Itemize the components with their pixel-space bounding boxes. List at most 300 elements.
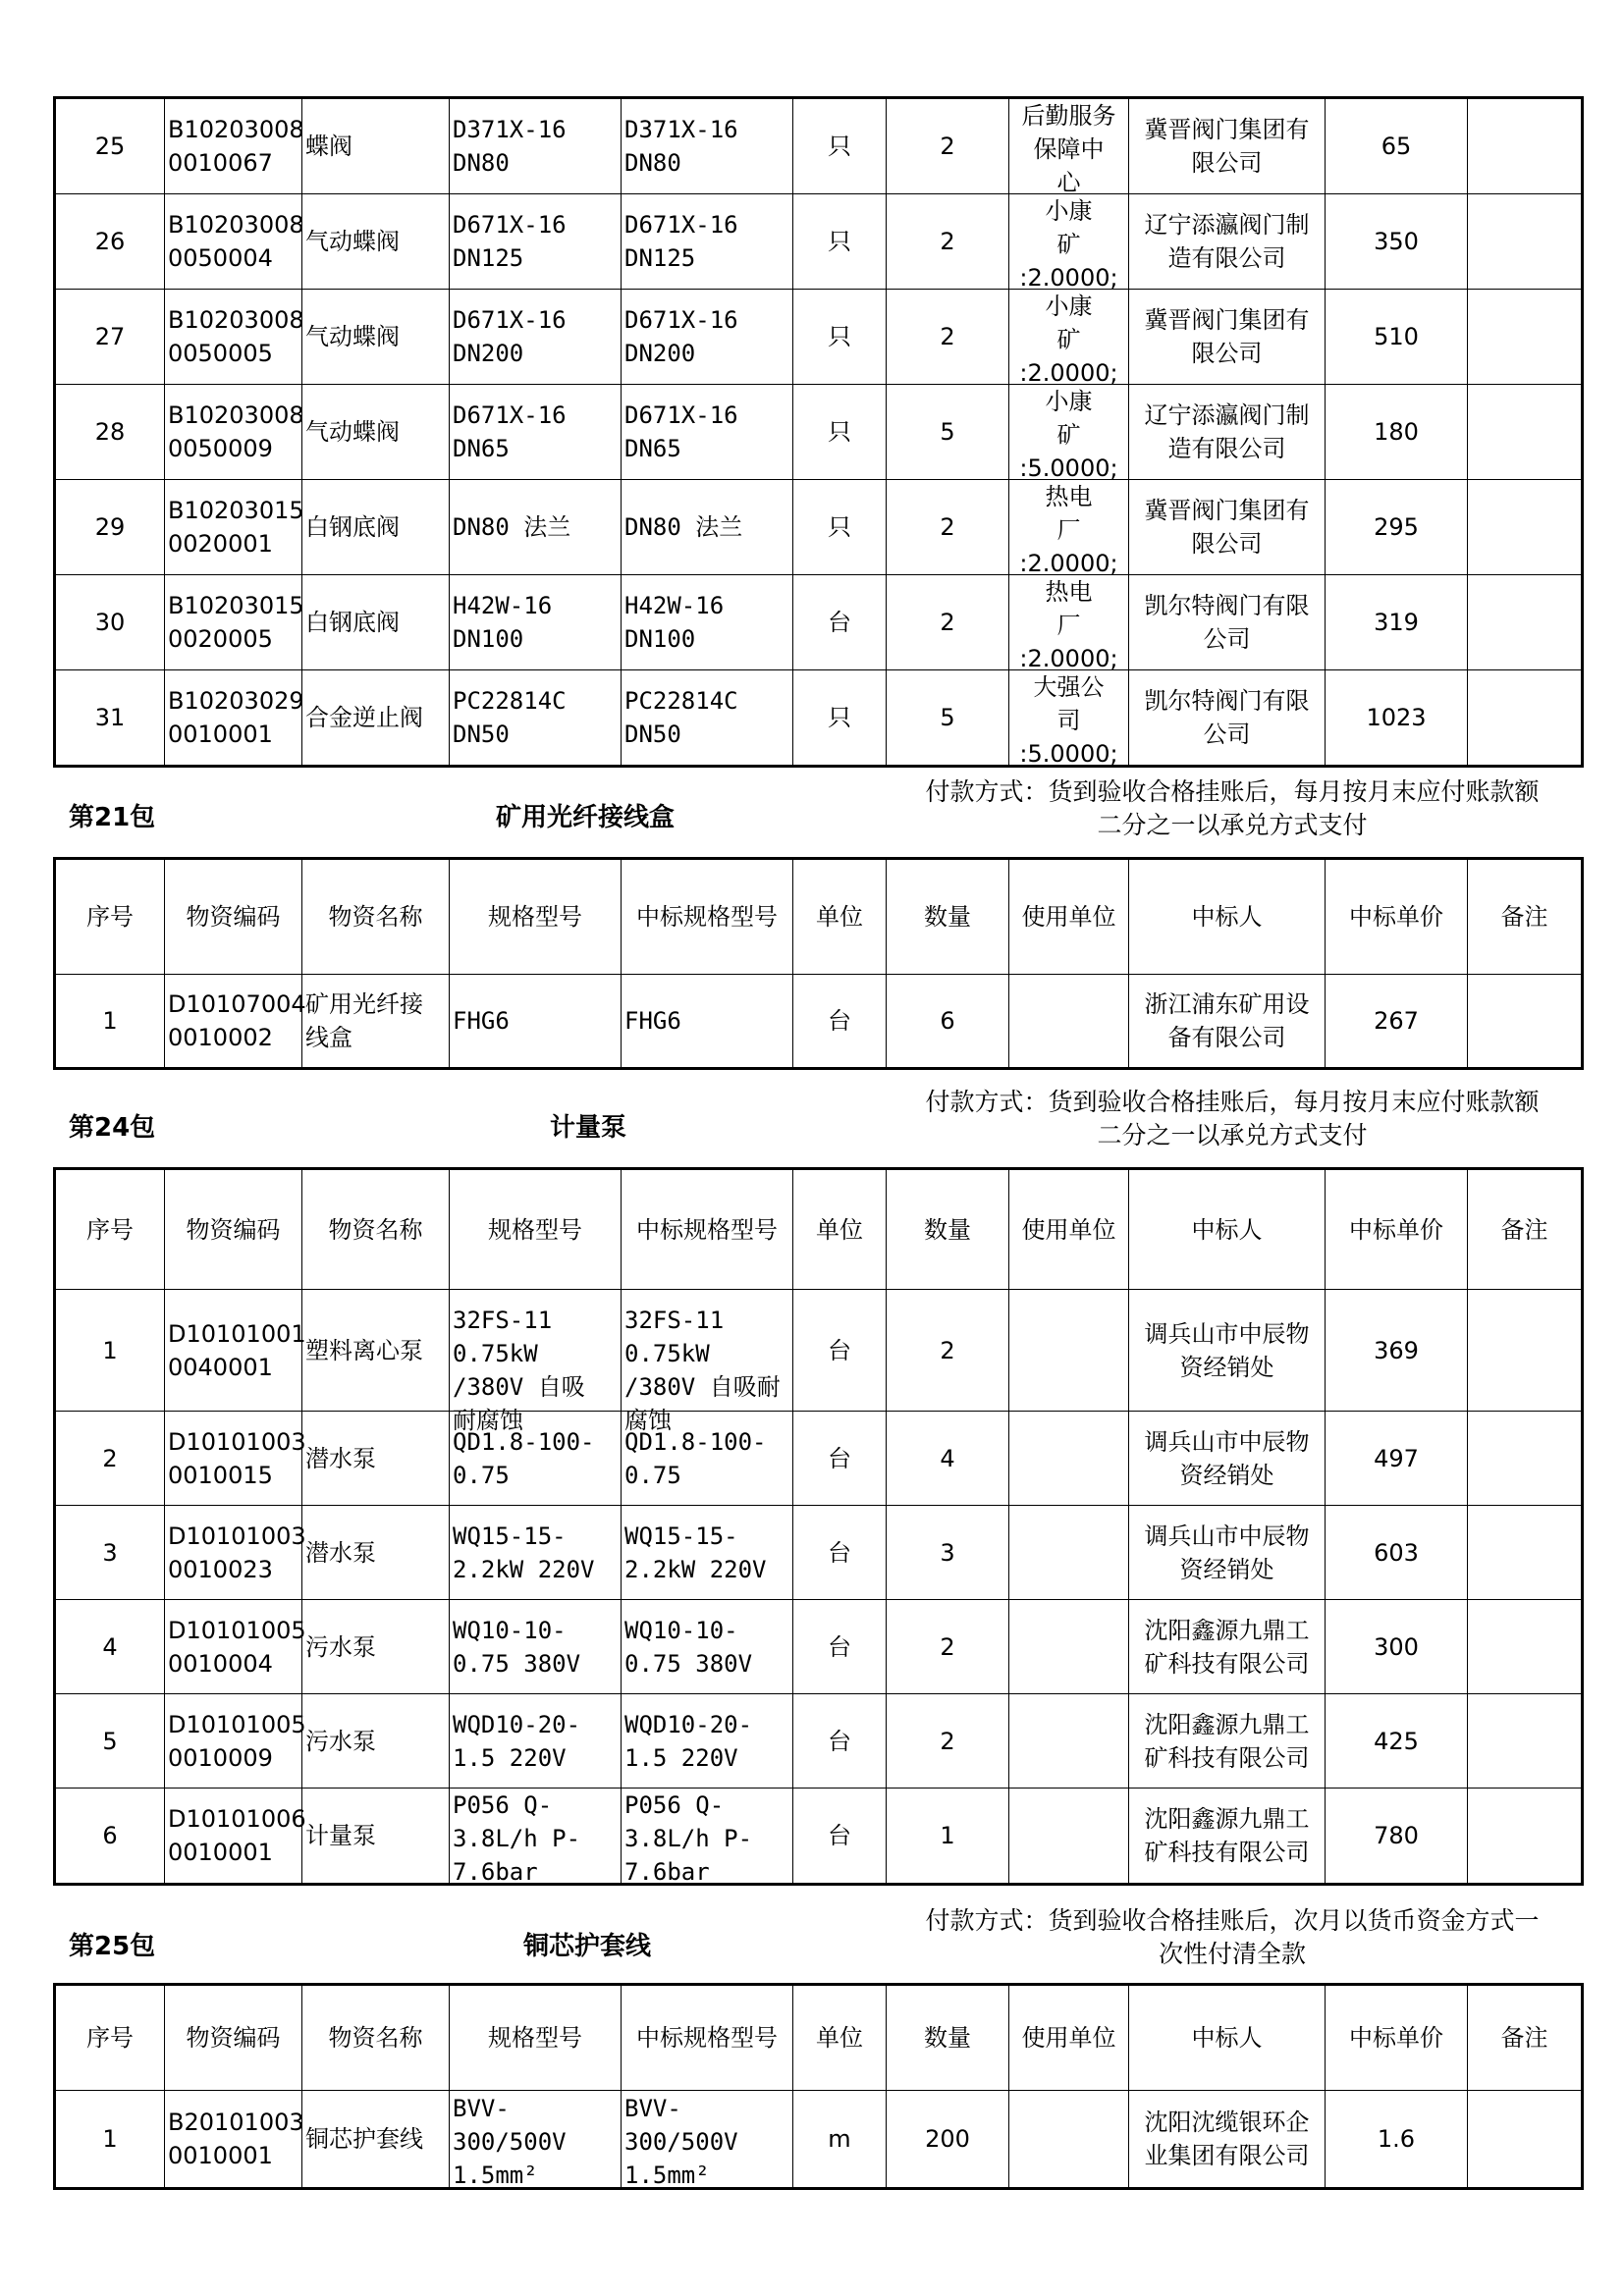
material-code-cell <box>165 98 302 194</box>
material-code-cell <box>165 480 302 575</box>
unit-price: 300 <box>1374 1632 1419 1661</box>
material-name-cell <box>302 98 450 194</box>
column-header: 序号 <box>55 1985 165 2091</box>
quantity: 2 <box>940 513 955 541</box>
quantity: 5 <box>940 418 955 446</box>
remarks-cell <box>1468 98 1583 194</box>
using-unit: 大强公 司 :5.0000; <box>1019 673 1118 768</box>
table-row <box>55 480 1583 575</box>
column-header: 使用单位 <box>1009 859 1129 975</box>
table-row <box>55 575 1583 670</box>
unit-price-cell <box>1326 2091 1468 2189</box>
winning-spec-model-cell <box>622 98 793 194</box>
winning-spec-model: FHG6 <box>624 1007 681 1035</box>
unit: 只 <box>828 323 851 350</box>
material-code-cell <box>165 1600 306 1694</box>
row-number: 4 <box>102 1632 118 1661</box>
table-row <box>55 194 1583 290</box>
table-row <box>55 1789 1583 1885</box>
material-name-cell <box>302 1600 450 1694</box>
quantity-cell <box>887 1506 1009 1600</box>
row-number-cell <box>55 575 165 670</box>
row-number: 6 <box>102 1822 118 1849</box>
column-header: 数量 <box>887 859 1009 975</box>
winning-bidder: 沈阳沈缆银环企 业集团有限公司 <box>1144 2109 1310 2169</box>
winning-bidder-cell <box>1129 2091 1326 2189</box>
unit-cell <box>793 385 887 480</box>
material-name: 潜水泵 <box>305 1538 376 1567</box>
unit-price-cell <box>1326 194 1468 290</box>
winning-spec-model: WQ10-10- 0.75 380V <box>624 1616 753 1678</box>
material-name: 白钢底阀 <box>305 513 400 541</box>
row-number-cell <box>55 975 165 1069</box>
unit-cell <box>793 575 887 670</box>
material-name-cell <box>302 575 450 670</box>
unit-cell <box>793 975 887 1069</box>
winning-bidder-cell <box>1129 1412 1326 1506</box>
column-header: 备注 <box>1468 859 1583 975</box>
quantity: 3 <box>940 1538 955 1567</box>
row-number-cell <box>55 2091 165 2189</box>
column-header: 单位 <box>793 1169 887 1290</box>
winning-bidder: 沈阳鑫源九鼎工 矿科技有限公司 <box>1144 1616 1310 1678</box>
row-number: 1 <box>102 1336 118 1364</box>
remarks-cell <box>1468 290 1583 385</box>
winning-bidder: 浙江浦东矿用设 备有限公司 <box>1144 990 1310 1051</box>
unit-price: 603 <box>1374 1538 1419 1567</box>
quantity-cell <box>887 98 1009 194</box>
quantity-cell <box>887 1600 1009 1694</box>
payment-terms: 付款方式：货到验收合格挂账后，每月按月末应付账款额 二分之一以承兑方式支付 <box>925 1088 1540 1149</box>
remarks-cell <box>1468 575 1583 670</box>
row-number: 27 <box>94 323 126 350</box>
material-code-cell <box>165 1290 306 1412</box>
unit-price-cell <box>1326 290 1468 385</box>
winning-bidder: 冀晋阀门集团有 限公司 <box>1144 116 1310 177</box>
spec-model-cell <box>450 1789 622 1885</box>
column-header: 序号 <box>55 859 165 975</box>
column-header: 使用单位 <box>1009 1985 1129 2091</box>
unit-price-cell <box>1326 1600 1468 1694</box>
material-name-cell <box>302 1506 450 1600</box>
unit: 台 <box>828 1336 851 1364</box>
unit-price: 510 <box>1374 323 1419 350</box>
material-name: 白钢底阀 <box>305 609 400 636</box>
material-code-cell <box>165 2091 302 2189</box>
column-header: 物资名称 <box>302 1985 450 2091</box>
quantity: 6 <box>940 1007 955 1035</box>
winning-bidder-cell <box>1129 385 1326 480</box>
material-code: B10203015 0020005 <box>168 592 304 653</box>
material-code: B10203008 0050005 <box>168 306 304 367</box>
table-header-row <box>55 859 1583 975</box>
quantity: 2 <box>940 133 955 160</box>
remarks-cell <box>1468 975 1583 1069</box>
unit-price: 295 <box>1374 513 1419 541</box>
quantity: 2 <box>940 228 955 255</box>
row-number: 31 <box>94 704 126 731</box>
winning-spec-model-cell <box>622 385 793 480</box>
column-header: 规格型号 <box>450 859 622 975</box>
unit: 只 <box>828 513 851 541</box>
row-number: 1 <box>102 2125 118 2153</box>
spec-model-cell <box>450 1600 622 1694</box>
package-label: 第25包 <box>69 1932 156 1961</box>
winning-bidder: 辽宁添瀛阀门制 造有限公司 <box>1144 211 1310 272</box>
winning-bidder: 沈阳鑫源九鼎工 矿科技有限公司 <box>1144 1710 1310 1772</box>
unit-cell <box>793 194 887 290</box>
row-number-cell <box>55 1412 165 1506</box>
spec-model-cell <box>450 480 622 575</box>
spec-model-cell <box>450 290 622 385</box>
remarks-cell <box>1468 194 1583 290</box>
material-name: 矿用光纤接 线盒 <box>305 990 423 1051</box>
material-name-cell <box>302 2091 450 2189</box>
column-header: 单位 <box>793 1985 887 2091</box>
row-number: 25 <box>94 133 126 160</box>
winning-bidder-cell <box>1129 98 1326 194</box>
winning-spec-model: D671X-16 DN200 <box>624 306 738 367</box>
unit-price-cell <box>1326 1506 1468 1600</box>
unit-price: 425 <box>1374 1727 1419 1755</box>
using-unit-cell <box>1009 2091 1129 2189</box>
row-number-cell <box>55 1600 165 1694</box>
payment-terms: 付款方式：货到验收合格挂账后，次月以货币资金方式一 次性付清全款 <box>925 1906 1540 1968</box>
row-number-cell <box>55 1789 165 1885</box>
package-21-table <box>53 857 1584 1070</box>
using-unit: 后勤服务 保障中 心 <box>1021 102 1116 196</box>
winning-bidder-cell <box>1129 290 1326 385</box>
spec-model: D671X-16 DN200 <box>453 306 567 367</box>
quantity-cell <box>887 1789 1009 1885</box>
column-header: 中标人 <box>1129 859 1326 975</box>
column-header: 物资编码 <box>165 1985 302 2091</box>
table-row <box>55 385 1583 480</box>
spec-model-cell <box>450 1694 622 1789</box>
spec-model-cell <box>450 194 622 290</box>
unit-price-cell <box>1326 670 1468 767</box>
material-name: 气动蝶阀 <box>305 418 400 446</box>
winning-bidder: 冀晋阀门集团有 限公司 <box>1144 497 1310 558</box>
unit-cell <box>793 1694 887 1789</box>
unit-price: 1.6 <box>1377 2125 1416 2153</box>
material-code-cell <box>165 1694 306 1789</box>
unit-price: 497 <box>1374 1444 1419 1472</box>
unit-cell <box>793 1412 887 1506</box>
quantity-cell <box>887 975 1009 1069</box>
spec-model: WQD10-20- 1.5 220V <box>453 1710 581 1772</box>
column-header: 中标单价 <box>1326 859 1468 975</box>
table-row <box>55 290 1583 385</box>
material-name-cell <box>302 1694 450 1789</box>
material-code: D10101003 0010015 <box>168 1427 306 1489</box>
row-number-cell <box>55 1506 165 1600</box>
material-code: B10203015 0020001 <box>168 497 304 558</box>
table-row <box>55 670 1583 767</box>
material-code-cell <box>165 575 302 670</box>
material-code: D10101005 0010009 <box>168 1710 306 1772</box>
unit-price-cell <box>1326 1789 1468 1885</box>
spec-model: PC22814C DN50 <box>453 687 567 748</box>
unit-price-cell <box>1326 1290 1468 1412</box>
winning-bidder: 调兵山市中辰物 资经销处 <box>1144 1522 1310 1583</box>
winning-bidder-cell <box>1129 1789 1326 1885</box>
winning-spec-model: DN80 法兰 <box>624 513 743 541</box>
quantity-cell <box>887 2091 1009 2189</box>
column-header: 规格型号 <box>450 1985 622 2091</box>
material-name: 铜芯护套线 <box>305 2125 423 2153</box>
unit-price-cell <box>1326 975 1468 1069</box>
package-label: 第24包 <box>69 1113 156 1143</box>
spec-model: H42W-16 DN100 <box>453 592 553 653</box>
table-row <box>55 975 1583 1069</box>
spec-model: P056 Q- 3.8L/h P- 7.6bar <box>453 1791 581 1886</box>
winning-bidder-cell <box>1129 1290 1326 1412</box>
unit-price-cell <box>1326 1412 1468 1506</box>
row-number-cell <box>55 480 165 575</box>
material-name-cell <box>302 1412 450 1506</box>
material-name: 塑料离心泵 <box>305 1336 423 1364</box>
column-header: 中标规格型号 <box>622 1169 793 1290</box>
material-name-cell <box>302 1789 450 1885</box>
column-header: 中标单价 <box>1326 1985 1468 2091</box>
spec-model: FHG6 <box>453 1007 510 1035</box>
row-number-cell <box>55 290 165 385</box>
spec-model-cell <box>450 1412 622 1506</box>
unit-price: 1023 <box>1366 704 1427 731</box>
winning-bidder-cell <box>1129 670 1326 767</box>
row-number: 1 <box>102 1007 118 1035</box>
spec-model: D671X-16 DN125 <box>453 211 567 272</box>
column-header: 中标规格型号 <box>622 1985 793 2091</box>
quantity-cell <box>887 290 1009 385</box>
material-name: 合金逆止阀 <box>305 704 423 731</box>
winning-spec-model: QD1.8-100- 0.75 <box>624 1427 767 1489</box>
spec-model: WQ10-10- 0.75 380V <box>453 1616 581 1678</box>
quantity: 5 <box>940 704 955 731</box>
material-code: D10101005 0010004 <box>168 1616 306 1678</box>
using-unit: 小康 矿 :2.0000; <box>1019 197 1118 292</box>
material-name-cell <box>302 385 450 480</box>
spec-model-cell <box>450 670 622 767</box>
material-code-cell <box>165 1506 306 1600</box>
material-name: 蝶阀 <box>305 133 352 160</box>
material-name-cell <box>302 670 450 767</box>
winning-bidder: 凯尔特阀门有限 公司 <box>1144 687 1310 748</box>
using-unit-cell <box>1009 290 1129 385</box>
table-header-row <box>55 1169 1583 1290</box>
unit: 只 <box>828 704 851 731</box>
row-number: 3 <box>102 1538 118 1567</box>
table-row <box>55 2091 1583 2189</box>
unit: 台 <box>828 1007 851 1035</box>
unit-price: 780 <box>1374 1822 1419 1849</box>
quantity: 1 <box>940 1822 955 1849</box>
spec-model-cell <box>450 575 622 670</box>
row-number-cell <box>55 670 165 767</box>
spec-model: QD1.8-100- 0.75 <box>453 1427 595 1489</box>
unit: 台 <box>828 1632 851 1661</box>
spec-model-cell <box>450 975 622 1069</box>
remarks-cell <box>1468 1694 1583 1789</box>
unit: m <box>828 2125 851 2153</box>
using-unit-cell <box>1009 575 1129 670</box>
winning-spec-model-cell <box>622 575 793 670</box>
using-unit-cell <box>1009 1412 1129 1506</box>
unit-price: 350 <box>1374 228 1419 255</box>
unit-cell <box>793 1290 887 1412</box>
winning-bidder: 调兵山市中辰物 资经销处 <box>1144 1319 1310 1381</box>
material-name: 污水泵 <box>305 1727 376 1755</box>
material-name: 潜水泵 <box>305 1444 376 1472</box>
unit-price-cell <box>1326 98 1468 194</box>
winning-spec-model: D671X-16 DN125 <box>624 211 738 272</box>
unit: 只 <box>828 418 851 446</box>
column-header: 中标单价 <box>1326 1169 1468 1290</box>
material-code: B20101003 0010001 <box>168 2109 304 2169</box>
winning-bidder: 凯尔特阀门有限 公司 <box>1144 592 1310 653</box>
quantity-cell <box>887 1290 1009 1412</box>
using-unit: 热电 厂 :2.0000; <box>1019 483 1118 577</box>
material-code: D10101003 0010023 <box>168 1522 306 1583</box>
material-code-cell <box>165 975 306 1069</box>
row-number: 5 <box>102 1727 118 1755</box>
spec-model-cell <box>450 1290 622 1434</box>
quantity-cell <box>887 1412 1009 1506</box>
unit-cell <box>793 290 887 385</box>
material-code: B10203008 0010067 <box>168 116 304 177</box>
column-header: 使用单位 <box>1009 1169 1129 1290</box>
quantity-cell <box>887 1694 1009 1789</box>
material-code-cell <box>165 670 302 767</box>
row-number-cell <box>55 1694 165 1789</box>
quantity: 2 <box>940 323 955 350</box>
row-number: 30 <box>94 609 126 636</box>
material-code: B10203029 0010001 <box>168 687 304 748</box>
table-row <box>55 1506 1583 1600</box>
quantity: 2 <box>940 1336 955 1364</box>
material-code: B10203008 0050009 <box>168 401 304 462</box>
winning-spec-model: 32FS-11 0.75kW /380V 自吸耐 腐蚀 <box>624 1306 781 1434</box>
unit-price-cell <box>1326 480 1468 575</box>
quantity-cell <box>887 670 1009 767</box>
package-name: 计量泵 <box>550 1113 627 1143</box>
using-unit: 小康 矿 :5.0000; <box>1019 388 1118 482</box>
winning-bidder-cell <box>1129 1600 1326 1694</box>
column-header: 单位 <box>793 859 887 975</box>
quantity: 4 <box>940 1444 955 1472</box>
column-header: 物资名称 <box>302 859 450 975</box>
winning-spec-model-cell <box>622 975 793 1069</box>
spec-model: DN80 法兰 <box>453 513 571 541</box>
package-24-table <box>53 1167 1584 1886</box>
winning-spec-model-cell <box>622 480 793 575</box>
payment-terms: 付款方式：货到验收合格挂账后，每月按月末应付账款额 二分之一以承兑方式支付 <box>925 777 1540 839</box>
using-unit-cell <box>1009 975 1129 1069</box>
spec-model-cell <box>450 385 622 480</box>
unit-price: 180 <box>1374 418 1419 446</box>
using-unit-cell <box>1009 1506 1129 1600</box>
material-name: 气动蝶阀 <box>305 323 400 350</box>
column-header: 中标人 <box>1129 1169 1326 1290</box>
winning-spec-model-cell <box>622 1412 793 1506</box>
column-header: 数量 <box>887 1985 1009 2091</box>
unit: 台 <box>828 1538 851 1567</box>
material-code: D10107004 0010002 <box>168 990 306 1051</box>
material-name-cell <box>302 1290 450 1412</box>
material-code: B10203008 0050004 <box>168 211 304 272</box>
unit: 台 <box>828 1822 851 1849</box>
winning-spec-model: D371X-16 DN80 <box>624 116 738 177</box>
table-row <box>55 1412 1583 1506</box>
spec-model-cell <box>450 2091 622 2189</box>
unit: 台 <box>828 609 851 636</box>
quantity: 2 <box>940 609 955 636</box>
unit-price-cell <box>1326 575 1468 670</box>
using-unit-cell <box>1009 385 1129 480</box>
unit-price: 267 <box>1374 1007 1419 1035</box>
winning-spec-model-cell <box>622 670 793 767</box>
table-row <box>55 1694 1583 1789</box>
row-number-cell <box>55 1290 165 1412</box>
winning-spec-model: BVV- 300/500V 1.5mm² <box>624 2095 738 2189</box>
winning-spec-model: PC22814C DN50 <box>624 687 738 748</box>
winning-bidder-cell <box>1129 194 1326 290</box>
winning-spec-model: WQ15-15- 2.2kW 220V <box>624 1522 767 1583</box>
using-unit-cell <box>1009 1789 1129 1885</box>
unit-cell <box>793 1600 887 1694</box>
winning-spec-model: H42W-16 DN100 <box>624 592 725 653</box>
winning-spec-model-cell <box>622 1506 793 1600</box>
material-name: 气动蝶阀 <box>305 228 400 255</box>
column-header: 物资编码 <box>165 1169 302 1290</box>
row-number: 26 <box>94 228 126 255</box>
material-name-cell <box>302 194 450 290</box>
unit-price: 65 <box>1380 133 1412 160</box>
material-code: D10101006 0010001 <box>168 1805 306 1866</box>
winning-spec-model-cell <box>622 1600 793 1694</box>
unit: 只 <box>828 228 851 255</box>
material-code-cell <box>165 194 302 290</box>
remarks-cell <box>1468 1290 1583 1412</box>
material-name-cell <box>302 290 450 385</box>
column-header: 规格型号 <box>450 1169 622 1290</box>
table-row <box>55 1290 1583 1412</box>
unit-cell <box>793 1789 887 1885</box>
winning-bidder-cell <box>1129 480 1326 575</box>
using-unit: 小康 矿 :2.0000; <box>1019 293 1118 387</box>
material-name-cell <box>302 480 450 575</box>
unit-price-cell <box>1326 1694 1468 1789</box>
using-unit-cell <box>1009 1694 1129 1789</box>
winning-spec-model: D671X-16 DN65 <box>624 401 738 462</box>
column-header: 数量 <box>887 1169 1009 1290</box>
quantity: 200 <box>925 2125 970 2153</box>
table-row <box>55 98 1583 194</box>
winning-bidder: 沈阳鑫源九鼎工 矿科技有限公司 <box>1144 1805 1310 1866</box>
remarks-cell <box>1468 480 1583 575</box>
winning-bidder: 调兵山市中辰物 资经销处 <box>1144 1427 1310 1489</box>
spec-model: 32FS-11 0.75kW /380V 自吸 耐腐蚀 <box>453 1306 585 1434</box>
remarks-cell <box>1468 385 1583 480</box>
winning-spec-model-cell <box>622 1290 793 1434</box>
winning-spec-model-cell <box>622 2091 793 2189</box>
winning-spec-model: P056 Q- 3.8L/h P- 7.6bar <box>624 1791 753 1886</box>
quantity-cell <box>887 385 1009 480</box>
column-header: 物资编码 <box>165 859 302 975</box>
row-number: 2 <box>102 1444 118 1472</box>
column-header: 物资名称 <box>302 1169 450 1290</box>
